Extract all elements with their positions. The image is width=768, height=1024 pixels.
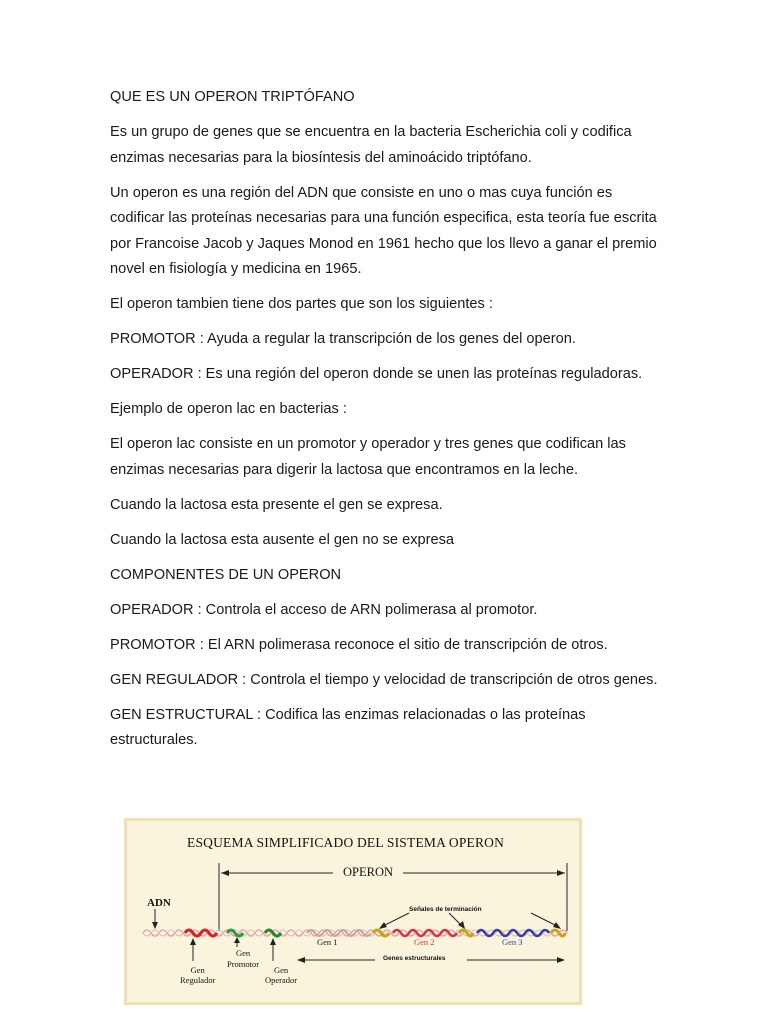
gen-regulador-line1: Gen bbox=[190, 965, 205, 975]
termination-arrow-1-head bbox=[379, 922, 387, 929]
paragraph-lac-description: El operon lac consiste en un promotor y operador y tres genes que codifican las enzimas necesarias para digerir la lactosa que encontramos en la leche. bbox=[110, 436, 626, 478]
gen-operador-line2: Operador bbox=[265, 975, 298, 985]
gen-operador-line1: Gen bbox=[273, 965, 289, 975]
gen-operador-label bbox=[265, 965, 297, 985]
gen-promotor-line2: Promotor bbox=[227, 959, 260, 969]
structural-genes-label: Genes estructurales bbox=[383, 955, 446, 962]
termination-arrow-2-head bbox=[458, 921, 465, 929]
termination-arrow-3-head bbox=[553, 922, 561, 929]
gen-promotor-line1: Gen bbox=[235, 948, 251, 958]
paragraph-component-gen-estructural: GEN ESTRUCTURAL : Codifica las enzimas relacionadas o las proteínas estructurales. bbox=[110, 706, 586, 748]
paragraph-component-promotor: PROMOTOR : El ARN polimerasa reconoce el sitio de transcripción de otros. bbox=[110, 636, 608, 653]
gen-regulador-line2: Regulador bbox=[180, 975, 216, 985]
structural-genes-arrow-left-head bbox=[297, 957, 305, 963]
paragraph-promotor: PROMOTOR : Ayuda a regular la transcripción de los genes del operon. bbox=[110, 331, 576, 347]
regulator-pointer-head bbox=[190, 938, 196, 945]
paragraph-lactose-absent: Cuando la lactosa esta ausente el gen no se expresa bbox=[110, 531, 455, 548]
gen-regulador-label bbox=[180, 965, 215, 985]
heading-componentes: COMPONENTES DE UN OPERON bbox=[110, 566, 342, 583]
paragraph-operon-history: Un operon es una región del ADN que consiste en uno o mas cuya función es codificar las proteínas necesarias para una función especifica, esta teoría fue escrita por Francoise Jacob y Jaques Monod en 1961 hecho que los llevo a ganar el premio novel en fisiología y medicina en 1965. bbox=[110, 184, 657, 277]
paragraph-component-gen-regulador: GEN REGULADOR : Controla el tiempo y velocidad de transcripción de otros genes. bbox=[110, 671, 658, 688]
operon-diagram bbox=[124, 818, 582, 1005]
operon-label: OPERON bbox=[343, 865, 394, 879]
paragraph-definition: Es un grupo de genes que se encuentra en la bacteria Escherichia coli y codifica enzimas necesarias para la biosíntesis del aminoácido triptófano. bbox=[110, 124, 632, 166]
gen2-label: Gen 2 bbox=[414, 937, 435, 947]
structural-genes-arrow-right-head bbox=[557, 957, 565, 963]
paragraph-lactose-present: Cuando la lactosa esta presente el gen se expresa. bbox=[110, 496, 443, 513]
adn-arrow-head bbox=[152, 922, 158, 929]
operator-pointer-head bbox=[270, 938, 276, 945]
gen-promotor-label bbox=[227, 948, 259, 970]
paragraph-two-parts: El operon tambien tiene dos partes que son los siguientes : bbox=[110, 296, 493, 312]
paragraph-operador: OPERADOR : Es una región del operon donde se unen las proteínas reguladoras. bbox=[110, 366, 643, 382]
heading-operon-triptofano: QUE ES UN OPERON TRIPTÓFANO bbox=[110, 89, 355, 105]
diagram-title: ESQUEMA SIMPLIFICADO DEL SISTEMA OPERON bbox=[187, 835, 505, 850]
paragraph-lac-example: Ejemplo de operon lac en bacterias : bbox=[110, 401, 347, 417]
promoter-pointer-head bbox=[234, 937, 240, 943]
gen1-label: Gen 1 bbox=[317, 937, 338, 947]
operon-arrow-left-head bbox=[221, 870, 229, 876]
operon-arrow-right-head bbox=[557, 870, 565, 876]
gen3-label: Gen 3 bbox=[502, 937, 523, 947]
document-body bbox=[110, 85, 670, 763]
adn-label: ADN bbox=[147, 897, 171, 909]
paragraph-component-operador: OPERADOR : Controla el acceso de ARN polimerasa al promotor. bbox=[110, 601, 538, 618]
termination-signals-label: Señales de terminación bbox=[409, 906, 482, 913]
